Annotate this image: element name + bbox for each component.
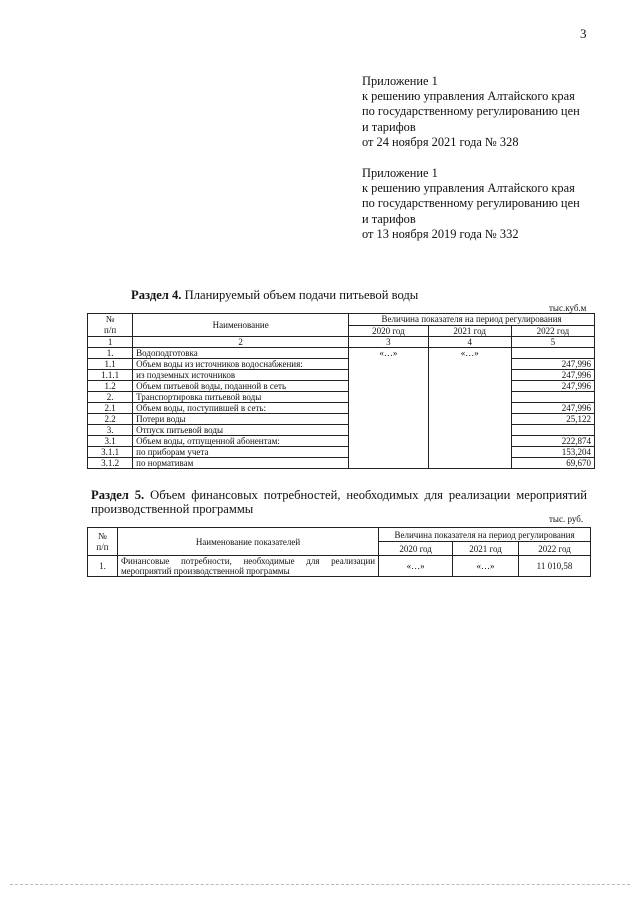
section4-label: Раздел 4. xyxy=(131,288,182,302)
s5-row-2020: «…» xyxy=(379,556,453,577)
row-value-2022: 247,996 xyxy=(511,370,594,381)
row-value-2022: 69,670 xyxy=(511,458,594,469)
row-num: 2. xyxy=(88,392,133,403)
section5-title-text: Объем финансовых потребностей, необходимых для реализации мероприятий производственной программы xyxy=(91,488,587,516)
row-value-2022 xyxy=(511,392,594,403)
annex-previous-line3: по государственному регулированию цен xyxy=(362,196,580,211)
scan-edge-divider xyxy=(10,884,630,885)
row-name: по приборам учета xyxy=(133,447,349,458)
table-row xyxy=(88,414,595,425)
section5-table xyxy=(87,527,591,577)
header-2021: 2021 год xyxy=(428,325,511,337)
section4-title xyxy=(131,288,418,303)
row-value-2022 xyxy=(511,425,594,436)
section5-title xyxy=(91,488,587,516)
index-2: 2 xyxy=(133,337,349,348)
annex-current-line4: и тарифов xyxy=(362,119,416,134)
row-num: 1. xyxy=(88,348,133,359)
index-1: 1 xyxy=(88,337,133,348)
table-row xyxy=(88,403,595,414)
annex-current-header xyxy=(362,74,602,150)
row-num: 3.1.1 xyxy=(88,447,133,458)
row-name: Водоподготовка xyxy=(133,348,349,359)
value-2020-placeholder: «…» xyxy=(349,348,428,469)
row-num: 3. xyxy=(88,425,133,436)
s5-header-num-line1: № xyxy=(98,530,107,541)
row-name: Отпуск питьевой воды xyxy=(133,425,349,436)
header-num: № п/п xyxy=(88,314,133,337)
index-3: 3 xyxy=(349,337,428,348)
row-name: Потери воды xyxy=(133,414,349,425)
row-value-2022: 247,996 xyxy=(511,403,594,414)
s5-header-name: Наименование показателей xyxy=(117,528,378,556)
table-row xyxy=(88,370,595,381)
header-name: Наименование xyxy=(133,314,349,337)
value-2021-placeholder: «…» xyxy=(428,348,511,469)
s5-row-num: 1. xyxy=(88,556,118,577)
annex-previous-line4: и тарифов xyxy=(362,211,416,226)
table-row xyxy=(88,392,595,403)
row-name: Объем питьевой воды, поданной в сеть xyxy=(133,381,349,392)
annex-previous-line2: к решению управления Алтайского края xyxy=(362,181,575,196)
annex-current-line3: по государственному регулированию цен xyxy=(362,104,580,119)
s5-header-num-line2: п/п xyxy=(96,541,109,552)
row-num: 2.2 xyxy=(88,414,133,425)
annex-current-line1: Приложение 1 xyxy=(362,74,438,88)
annex-current-line2: к решению управления Алтайского края xyxy=(362,89,575,104)
annex-current-line5: от 24 ноября 2021 года № 328 xyxy=(362,134,519,149)
row-name: из подземных источников xyxy=(133,370,349,381)
index-5: 5 xyxy=(511,337,594,348)
header-period: Величина показателя на период регулирования xyxy=(349,314,595,326)
s5-row-name: Финансовые потребности, необходимые для реализации мероприятий производственной программы xyxy=(117,556,378,577)
annex-previous-line1: Приложение 1 xyxy=(362,166,438,180)
s5-header-2021: 2021 год xyxy=(453,542,519,556)
s5-header-num xyxy=(88,528,118,556)
annex-previous-header xyxy=(362,166,602,242)
s5-header-period: Величина показателя на период регулирования xyxy=(379,528,591,542)
row-value-2022: 247,996 xyxy=(511,381,594,392)
row-value-2022 xyxy=(511,348,594,359)
header-2022: 2022 год xyxy=(511,325,594,337)
row-num: 1.1 xyxy=(88,359,133,370)
table-row xyxy=(88,556,591,577)
row-num: 3.1.2 xyxy=(88,458,133,469)
row-name: Транспортировка питьевой воды xyxy=(133,392,349,403)
table-row xyxy=(88,348,595,359)
row-value-2022: 153,204 xyxy=(511,447,594,458)
table-row xyxy=(88,359,595,370)
section4-table xyxy=(87,313,595,469)
annex-previous-line5: от 13 ноября 2019 года № 332 xyxy=(362,226,519,241)
table-row xyxy=(88,447,595,458)
section4-unit: тыс.куб.м xyxy=(549,303,587,313)
index-4: 4 xyxy=(428,337,511,348)
table-row xyxy=(88,381,595,392)
s5-row-2022: 11 010,58 xyxy=(519,556,591,577)
row-name: Объем воды из источников водоснабжения: xyxy=(133,359,349,370)
s5-header-2022: 2022 год xyxy=(519,542,591,556)
table-row xyxy=(88,458,595,469)
row-value-2022: 247,996 xyxy=(511,359,594,370)
page-number: 3 xyxy=(580,26,587,41)
row-num: 1.2 xyxy=(88,381,133,392)
section5-unit: тыс. руб. xyxy=(549,514,584,524)
row-name: Объем воды, поступившей в сеть: xyxy=(133,403,349,414)
row-value-2022: 222,874 xyxy=(511,436,594,447)
row-num: 3.1 xyxy=(88,436,133,447)
s5-row-2021: «…» xyxy=(453,556,519,577)
section4-title-text: Планируемый объем подачи питьевой воды xyxy=(181,288,419,302)
row-value-2022: 25,122 xyxy=(511,414,594,425)
section5-label: Раздел 5. xyxy=(91,488,145,502)
row-name: Объем воды, отпущенной абонентам: xyxy=(133,436,349,447)
s5-header-2020: 2020 год xyxy=(379,542,453,556)
row-name: по нормативам xyxy=(133,458,349,469)
row-num: 2.1 xyxy=(88,403,133,414)
table-row xyxy=(88,425,595,436)
header-2020: 2020 год xyxy=(349,325,428,337)
table-row xyxy=(88,436,595,447)
row-num: 1.1.1 xyxy=(88,370,133,381)
